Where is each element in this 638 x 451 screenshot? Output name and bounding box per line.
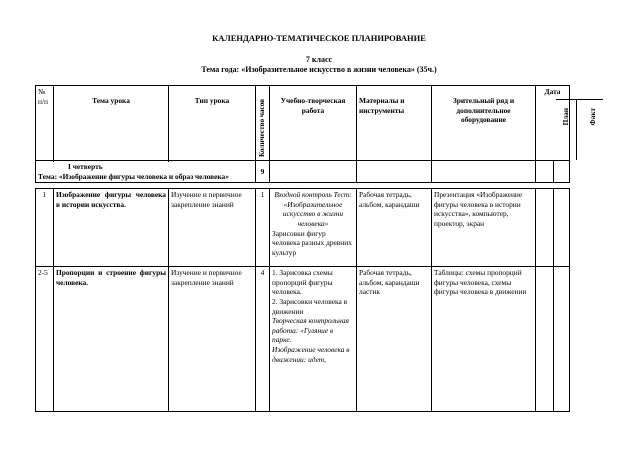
row-num: 2-5 xyxy=(36,267,54,412)
col-topic-header: Тема урока xyxy=(54,86,169,161)
date-split xyxy=(576,99,577,160)
grade-label: 7 класс xyxy=(305,55,333,64)
col-work-header: Учебно-творческая работа xyxy=(270,86,357,161)
row-materials: Рабочая тетрадь, альбом, карандаши ластик xyxy=(357,267,432,412)
col-fact-header: Факт xyxy=(589,108,597,126)
row-hours: 1 xyxy=(256,189,270,267)
page-title: КАЛЕНДАРНО-ТЕМАТИЧЕСКОЕ ПЛАНИРОВАНИЕ xyxy=(212,33,426,43)
col-date-header: Дата xyxy=(536,86,570,161)
row-type: Изучение и первичное закрепление знаний xyxy=(169,267,256,412)
row-visual: Презентация «Изображение фигуры человека в истории искусства», компьютер, проектор, экран xyxy=(432,189,536,267)
col-num-header: № п/п xyxy=(36,86,54,161)
planning-table xyxy=(35,85,604,412)
row-hours: 4 xyxy=(256,267,270,412)
quarter-hours: 9 xyxy=(256,161,270,183)
table-row xyxy=(36,267,604,412)
row-topic: Пропорции и строение фигуры человека. xyxy=(54,267,169,412)
row-topic: Изображение фигуры человека в истории искусства. xyxy=(54,189,169,267)
date-divider xyxy=(556,99,603,100)
row-materials: Рабочая тетрадь, альбом, карандаши xyxy=(357,189,432,267)
year-theme: Тема года: «Изобразительное искусство в жизни человека» (35ч.) xyxy=(201,65,437,74)
quarter-row xyxy=(36,161,604,183)
header-row xyxy=(36,86,604,161)
row-visual: Таблицы: схемы пропорций фигуры человека, схемы фигуры человека в движении xyxy=(432,267,536,412)
row-work: 1. Зарисовка схемы пропорций фигуры человека. 2. Зарисовки человека в движении Творческая контрольная работа: «Гуляние в парке. Изображение человека в движении: идет, xyxy=(270,267,357,412)
col-plan-header: План xyxy=(562,108,570,126)
row-type: Изучение и первичное закрепление знаний xyxy=(169,189,256,267)
table-row xyxy=(36,189,604,267)
col-visual-header: Зрительный ряд и дополнительное оборудование xyxy=(432,86,536,161)
col-hours-header: Количество часов xyxy=(256,86,270,161)
quarter-cell: I четверть Тема: «Изображение фигуры человека и образ человека» xyxy=(36,161,256,183)
col-materials-header: Материалы и инструменты xyxy=(357,86,432,161)
row-work: Входной контроль Тест: «Изобразительное искусство в жизни человека» Зарисовки фигур человека разных древних культур xyxy=(270,189,357,267)
row-num: 1 xyxy=(36,189,54,267)
col-type-header: Тип урока xyxy=(169,86,256,161)
